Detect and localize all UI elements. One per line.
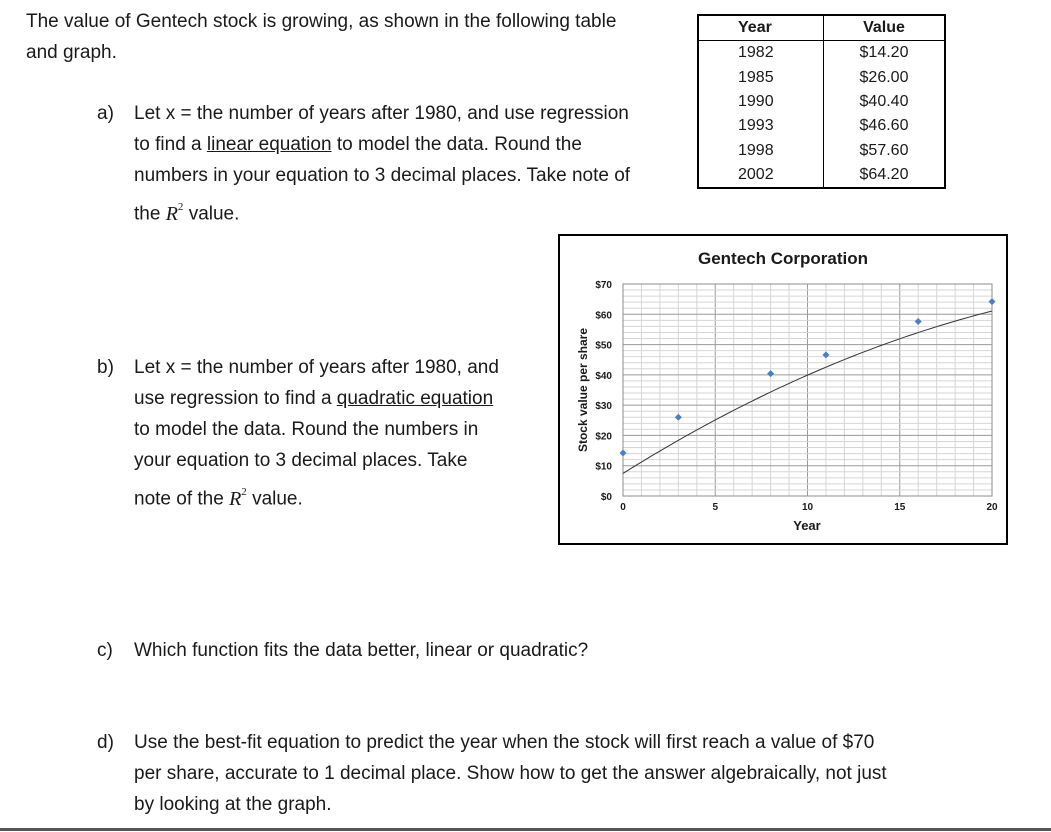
data-point bbox=[675, 414, 682, 421]
year-column-header: Year bbox=[698, 15, 824, 41]
intro-line-1: The value of Gentech stock is growing, as shown in the following table bbox=[26, 11, 617, 32]
x-axis-label: Year bbox=[793, 518, 821, 533]
y-tick-label: $10 bbox=[595, 461, 612, 473]
x-tick-label: 20 bbox=[986, 502, 998, 513]
table-row bbox=[698, 90, 945, 114]
y-tick-label: $50 bbox=[595, 340, 612, 352]
question-a-line-3: numbers in your equation to 3 decimal places. Take note of bbox=[134, 165, 631, 186]
data-point bbox=[989, 298, 996, 305]
y-tick-label: $0 bbox=[600, 492, 612, 503]
y-tick-label: $30 bbox=[595, 401, 612, 413]
table-row bbox=[698, 114, 945, 138]
question-a-line-1: Let x = the number of years after 1980, and use regression bbox=[134, 103, 629, 124]
question-a-line-4: the $R^2$ value. bbox=[134, 201, 240, 225]
data-point bbox=[915, 318, 922, 325]
y-tick-label: $20 bbox=[595, 431, 612, 443]
y-axis-label: Stock value per share bbox=[576, 327, 590, 453]
year-cell: 2002 bbox=[698, 163, 824, 188]
question-d-line-2: per share, accurate to 1 decimal place. Show how to get the answer algebraically, not just bbox=[134, 763, 887, 784]
question-b bbox=[134, 352, 544, 515]
x-tick-label: 0 bbox=[620, 502, 626, 513]
value-cell: $40.40 bbox=[824, 90, 946, 114]
x-tick-label: 10 bbox=[801, 502, 814, 513]
value-cell: $57.60 bbox=[824, 138, 946, 162]
value-cell: $14.20 bbox=[824, 41, 946, 66]
question-d bbox=[134, 727, 964, 820]
x-tick-label: 15 bbox=[894, 502, 906, 513]
r-squared-symbol: $R^2$ bbox=[229, 486, 247, 510]
value-cell: $26.00 bbox=[824, 66, 946, 90]
question-b-line-4: your equation to 3 decimal places. Take bbox=[134, 450, 468, 471]
r-squared-symbol: $R^2$ bbox=[165, 201, 184, 225]
data-point bbox=[767, 370, 774, 377]
year-cell: 1998 bbox=[698, 138, 824, 162]
value-column-header: Value bbox=[824, 15, 946, 41]
question-b-line-1: Let x = the number of years after 1980, and bbox=[134, 357, 499, 378]
table-row bbox=[698, 138, 945, 162]
question-c-text: Which function fits the data better, linear or quadratic? bbox=[134, 640, 589, 661]
y-tick-label: $70 bbox=[595, 280, 612, 291]
y-tick-label: $60 bbox=[595, 310, 612, 322]
x-tick-label: 5 bbox=[712, 502, 719, 513]
stock-value-table bbox=[697, 14, 946, 189]
question-b-label: b) bbox=[97, 357, 114, 378]
page-bottom-rule bbox=[0, 828, 1051, 831]
value-cell: $46.60 bbox=[824, 114, 946, 138]
table-header-row bbox=[698, 15, 945, 41]
data-point bbox=[620, 449, 627, 456]
table-row bbox=[698, 66, 945, 90]
question-d-line-1: Use the best-fit equation to predict the year when the stock will first reach a value of $70 bbox=[134, 732, 875, 753]
table-row bbox=[698, 163, 945, 188]
value-cell: $64.20 bbox=[824, 163, 946, 188]
intro-line-2: and graph. bbox=[26, 42, 117, 63]
question-b-line-3: to model the data. Round the numbers in bbox=[134, 419, 479, 440]
question-a-label: a) bbox=[97, 103, 114, 124]
year-cell: 1982 bbox=[698, 41, 824, 66]
linear-equation-term: linear equation bbox=[206, 134, 332, 155]
year-cell: 1990 bbox=[698, 90, 824, 114]
question-a bbox=[134, 98, 679, 230]
chart-title: Gentech Corporation bbox=[697, 249, 869, 268]
question-a-line-2: to find a linear equation to model the data. Round the bbox=[134, 134, 582, 155]
data-point bbox=[822, 351, 829, 358]
table-row bbox=[698, 41, 945, 66]
quadratic-equation-term: quadratic equation bbox=[336, 388, 494, 409]
intro-text bbox=[26, 6, 666, 68]
year-cell: 1993 bbox=[698, 114, 824, 138]
question-d-label: d) bbox=[97, 732, 114, 753]
y-tick-label: $40 bbox=[595, 370, 612, 382]
question-c-label: c) bbox=[97, 640, 113, 661]
question-d-line-3: by looking at the graph. bbox=[134, 794, 332, 815]
question-b-line-2: use regression to find a quadratic equation bbox=[134, 388, 494, 409]
year-cell: 1985 bbox=[698, 66, 824, 90]
chart-canvas bbox=[560, 236, 1006, 543]
question-b-line-5: note of the $R^2$ value. bbox=[134, 486, 303, 510]
gentech-chart bbox=[558, 234, 1008, 545]
